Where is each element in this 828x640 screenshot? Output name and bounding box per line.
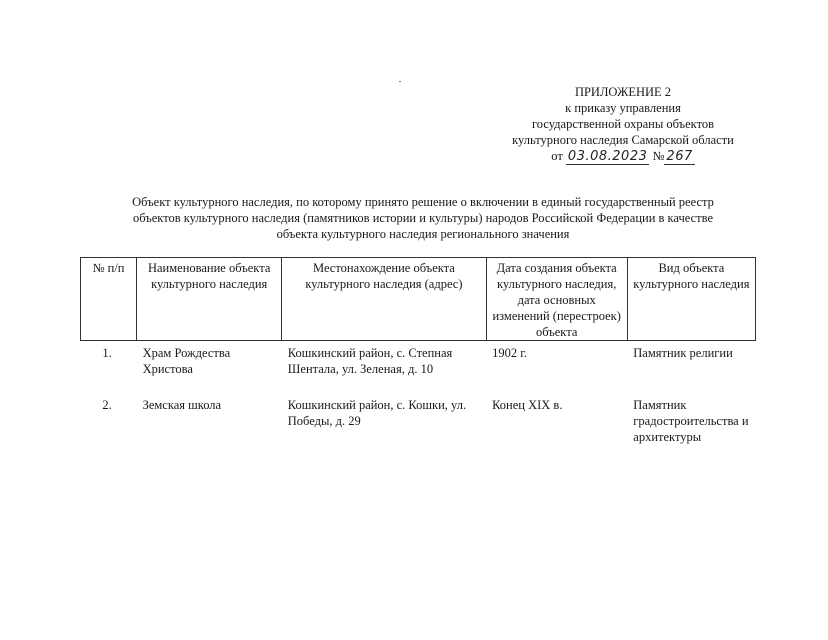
annex-date-line [488, 148, 758, 165]
table-row [81, 341, 756, 396]
date-prefix: от [551, 149, 563, 163]
cell-name: Земская школа [142, 398, 222, 412]
table-row [81, 395, 756, 445]
heading-line-3: объекта культурного наследия регионального значения [276, 227, 570, 241]
header-location: Местонахождение объекта культурного наследия (адрес) [282, 258, 486, 341]
heritage-table [80, 257, 756, 445]
annex-title: ПРИЛОЖЕНИЕ 2 [574, 85, 672, 99]
cell-date: 1902 г. [492, 346, 528, 360]
document-heading [88, 194, 758, 242]
cell-type: Памятник религии [633, 346, 733, 360]
cell-type: Памятник градостроительства и архитектуры [633, 398, 749, 444]
heading-line-2: объектов культурного наследия (памятников истории и культуры) народов Российской Федерации в качестве [132, 211, 714, 225]
annex-line-2: государственной охраны объектов [531, 117, 715, 131]
heading-line-1: Объект культурного наследия, по которому принято решение о включении в единый государственный реестр [132, 195, 714, 209]
cell-date: Конец XIX в. [492, 398, 563, 412]
handwritten-date: 03.08.2023 [567, 149, 648, 164]
cell-location: Кошкинский район, с. Степная Шентала, ул. Зеленая, д. 10 [287, 346, 453, 376]
cell-number: 1. [102, 346, 112, 360]
handwritten-number: 267 [666, 149, 693, 164]
table-header-row [81, 258, 756, 341]
cell-location: Кошкинский район, с. Кошки, ул. Победы, д. 29 [287, 398, 467, 428]
header-name: Наименование объекта культурного наследия [137, 258, 282, 341]
header-date: Дата создания объекта культурного наследия, дата основных изменений (перестроек) объекта [486, 258, 627, 341]
annex-line-3: культурного наследия Самарской области [512, 133, 734, 147]
cell-name: Храм Рождества Христова [142, 346, 231, 376]
scan-speck [399, 81, 401, 82]
annex-line-1: к приказу управления [565, 101, 681, 115]
cell-number: 2. [102, 398, 112, 412]
annex-block [488, 84, 758, 165]
number-prefix: № [652, 149, 665, 163]
header-number: № п/п [81, 258, 137, 341]
header-type: Вид объекта культурного наследия [627, 258, 755, 341]
